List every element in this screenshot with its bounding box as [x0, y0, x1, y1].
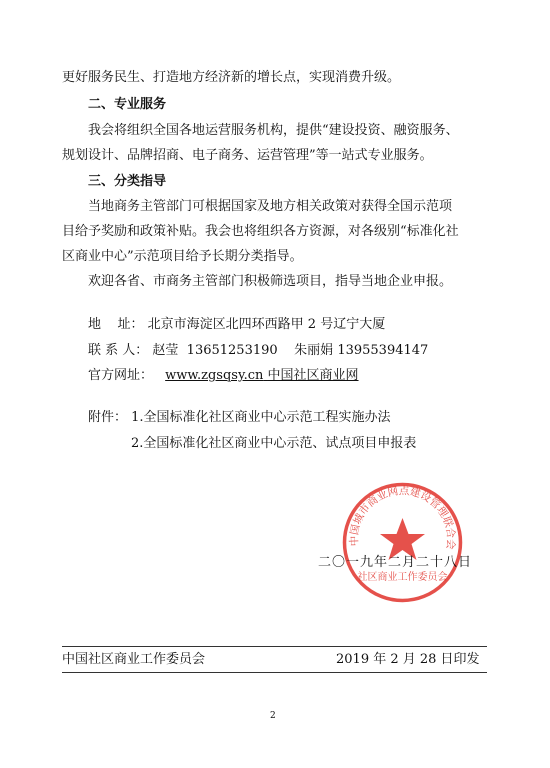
footer-issuer: 中国社区商业工作委员会 [62, 652, 206, 667]
address-value: 北京市海淀区北四环西路甲 2 号辽宁大厦 [147, 317, 386, 332]
attachment-row-1 [88, 410, 391, 426]
attachment-item-1: 1.全国标准化社区商业中心示范工程实施办法 [131, 410, 391, 425]
website-label: 官方网址： [88, 368, 154, 383]
website-name: 中国社区商业网 [267, 368, 359, 383]
stamp-text-top: 中国城市商业网点建设管理联合会 [348, 485, 457, 550]
signature-date: 二〇一九年二月二十八日 [318, 555, 473, 570]
footer-printed-date: 2019 年 2 月 28 日印发 [336, 652, 480, 667]
footer-top-rule [62, 646, 487, 647]
page-number: 2 [270, 711, 276, 721]
body-para3-line2: 目给予奖励和政策补贴。我会也将组织各方资源，对各级别“标准化社 [62, 224, 459, 239]
footer-bottom-rule [62, 672, 487, 673]
attachments-label: 附件： [88, 410, 128, 425]
website-link[interactable] [165, 368, 358, 383]
heading-category-guidance: 三、分类指导 [88, 174, 167, 189]
website-url: www.zgsqsy.cn [165, 368, 264, 383]
official-seal [340, 480, 465, 605]
contacts-value: 赵莹 13651253190 朱丽娟 13955394147 [152, 343, 429, 358]
body-para3-line3: 区商业中心”示范项目给予长期分类指导。 [62, 249, 303, 264]
attachment-item-2: 2.全国标准化社区商业中心示范、试点项目申报表 [131, 436, 417, 451]
body-para4: 欢迎各省、市商务主管部门积极筛选项目，指导当地企业申报。 [88, 274, 453, 289]
address-row [88, 317, 385, 333]
body-para3-line1: 当地商务主管部门可根据国家及地方相关政策对获得全国示范项 [88, 199, 453, 214]
body-para2-line2: 规划设计、品牌招商、电子商务、运营管理”等一站式专业服务。 [62, 148, 433, 163]
body-para2-line1: 我会将组织全国各地运营服务机构，提供“建设投资、融资服务、 [88, 123, 459, 138]
contacts-label: 联 系 人： [88, 343, 149, 358]
website-row [88, 368, 359, 384]
contacts-row [88, 343, 428, 359]
stamp-text-bottom: 社区商业工作委员会 [357, 572, 448, 583]
heading-professional-services: 二、专业服务 [88, 97, 167, 112]
address-label: 地 址： [88, 317, 144, 332]
body-line-1: 更好服务民生、打造地方经济新的增长点，实现消费升级。 [62, 70, 401, 85]
